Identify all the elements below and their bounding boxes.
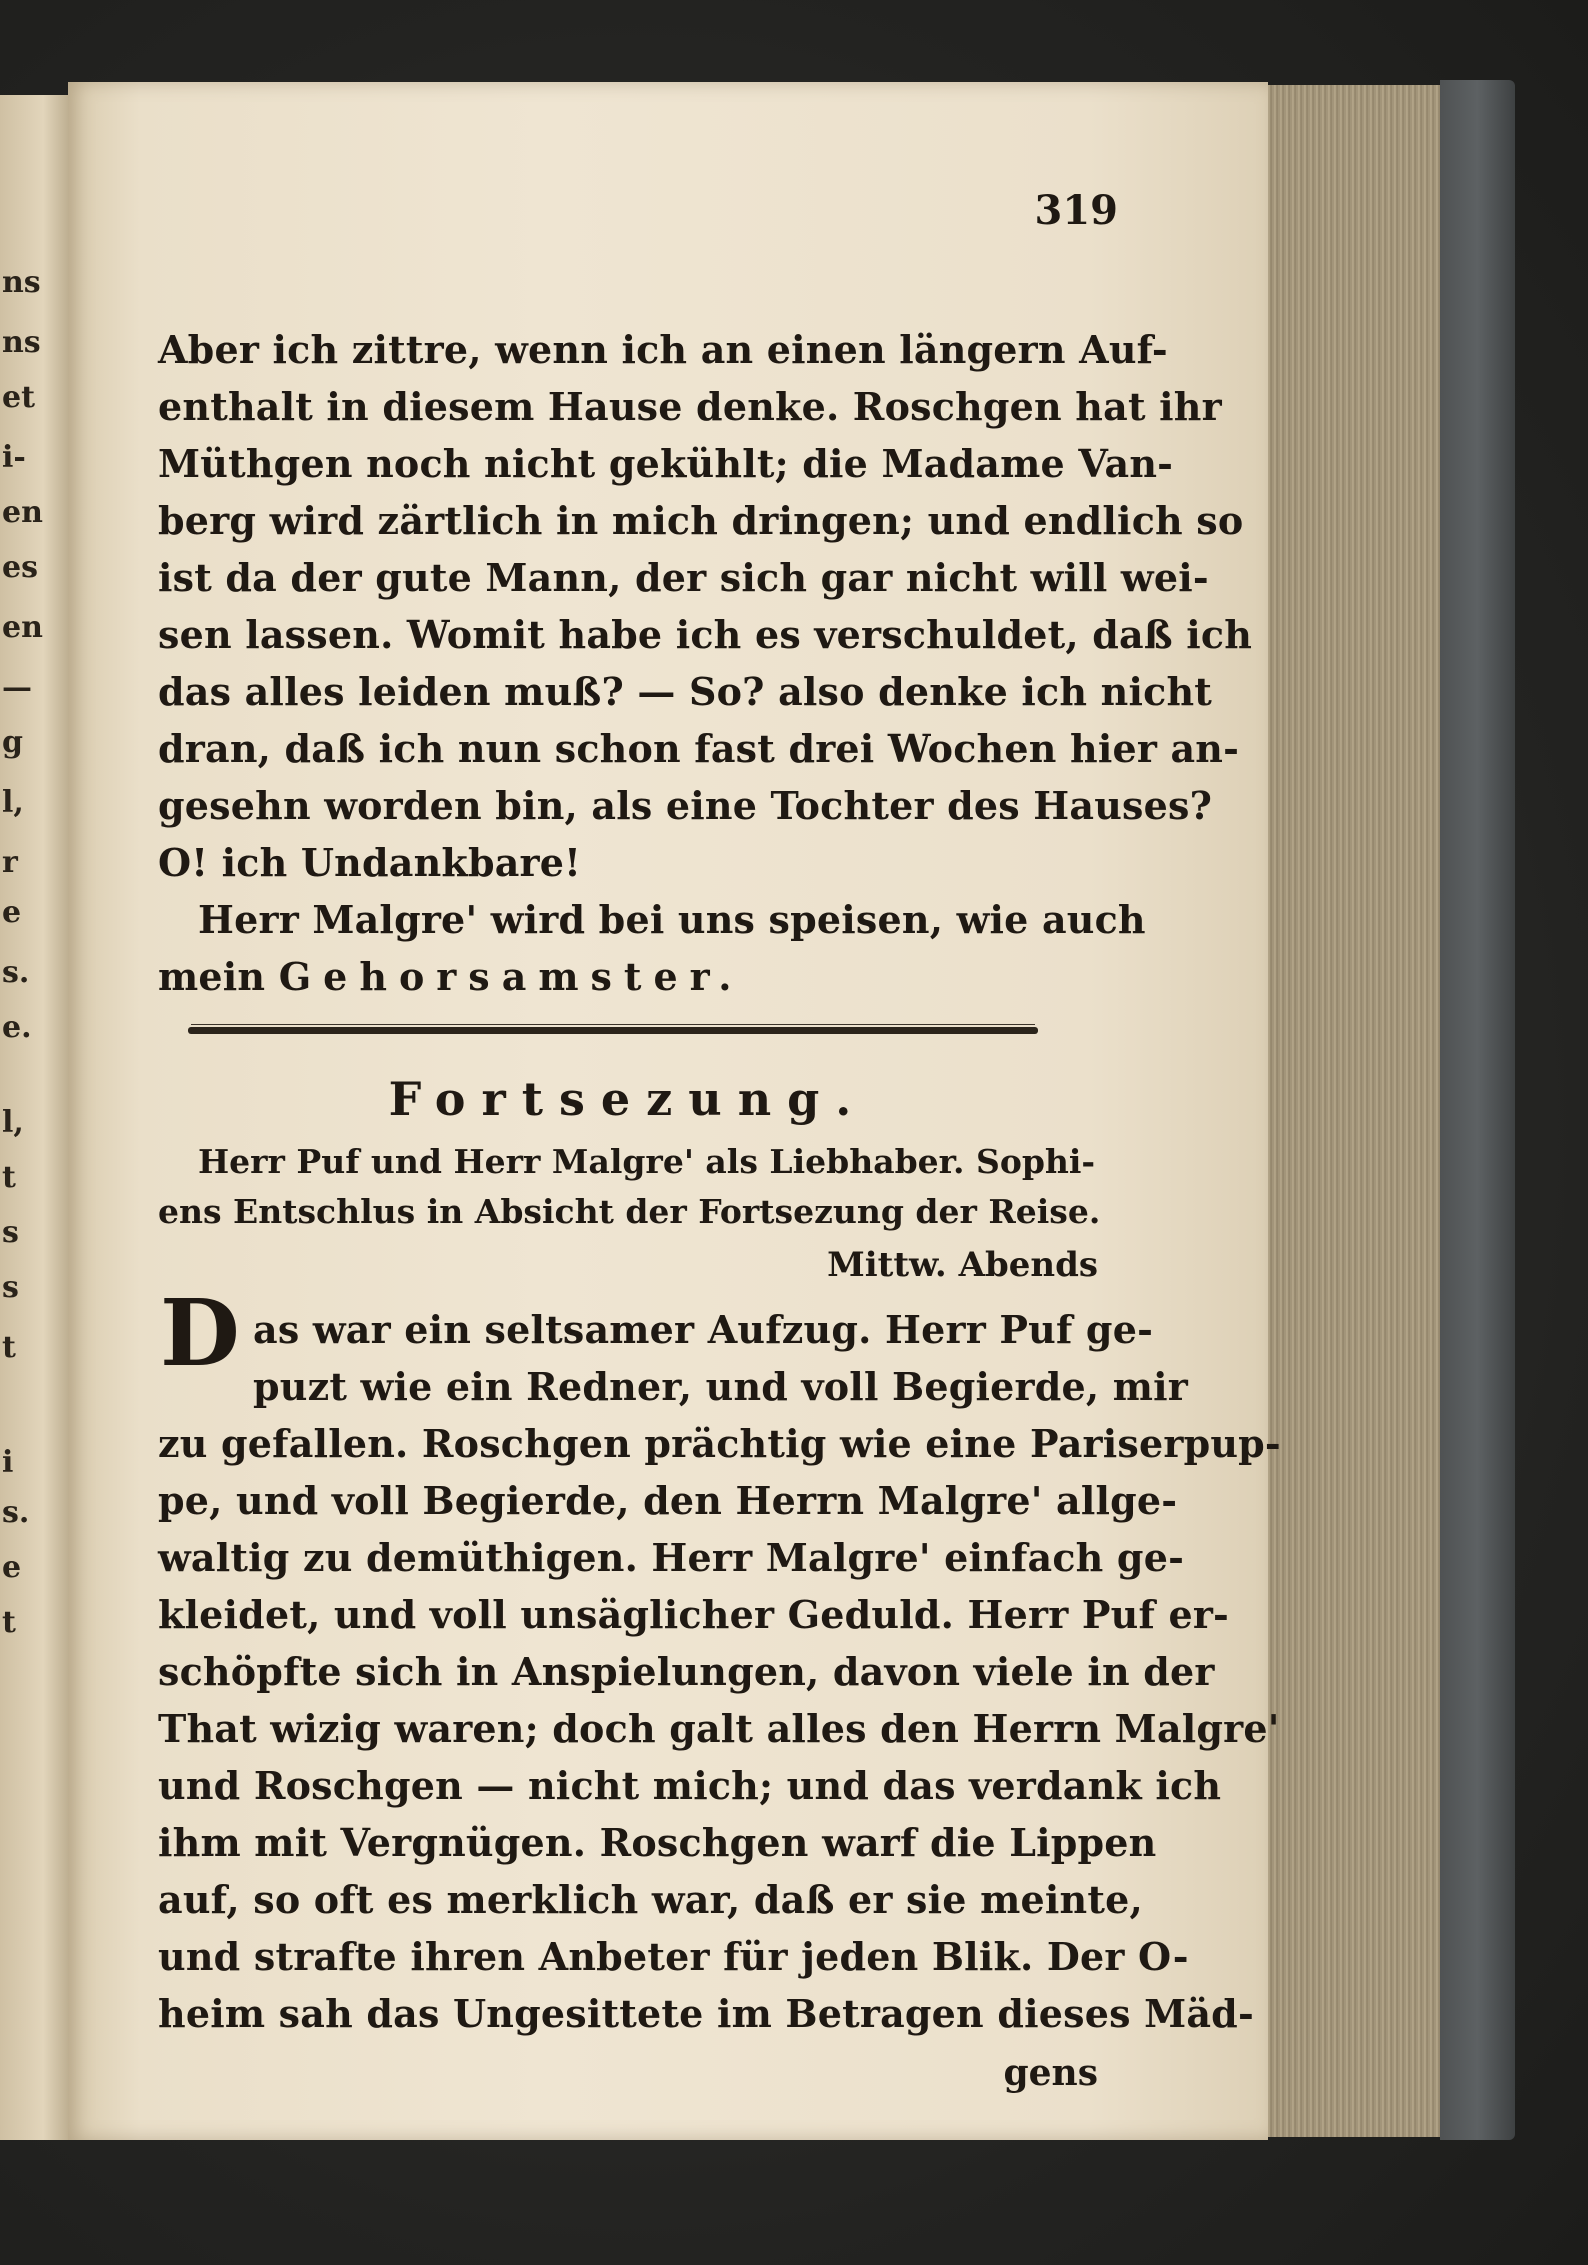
text-line: enthalt in diesem Hause denke. Roschgen hat ihr	[158, 384, 1222, 429]
text-line: und Roschgen — nicht mich; und das verdank ich	[158, 1763, 1222, 1808]
left-page-fragment: l,	[2, 1105, 24, 1140]
left-page-fragment: es	[2, 550, 38, 585]
text-line: zu gefallen. Roschgen prächtig wie eine Pariserpup-	[158, 1421, 1281, 1466]
book-cover	[1440, 80, 1515, 2140]
left-page-fragment: en	[2, 495, 43, 530]
text-line: und strafte ihren Anbeter für jeden Blik. Der O-	[158, 1934, 1189, 1979]
catchword: gens	[1003, 2052, 1098, 2094]
left-page-fragment: en	[2, 610, 43, 645]
text-line: auf, so oft es merklich war, daß er sie meinte,	[158, 1877, 1143, 1922]
text-line: Müthgen noch nicht gekühlt; die Madame Van-	[158, 441, 1174, 486]
left-page-fragment: g	[2, 725, 23, 760]
text-line: puzt wie ein Redner, und voll Begierde, mir	[253, 1364, 1188, 1409]
text-line: gesehn worden bin, als eine Tochter des Hauses?	[158, 783, 1213, 828]
left-page-fragment: t	[2, 1330, 16, 1365]
left-page-fragment: ns	[2, 325, 41, 360]
left-page-fragment: r	[2, 845, 18, 880]
right-page	[68, 82, 1281, 2140]
left-page-fragment: —	[2, 670, 32, 705]
text-line-with-emphasis	[158, 954, 743, 999]
text-line: ihm mit Vergnügen. Roschgen warf die Lippen	[158, 1820, 1157, 1865]
section-divider-rule	[188, 1027, 1038, 1034]
drop-cap: D	[160, 1279, 240, 1387]
text-line: That wizig waren; doch galt alles den Herrn Malgre'	[158, 1706, 1280, 1751]
left-page-fragment: l,	[2, 785, 24, 820]
section-subheading-line: Herr Puf und Herr Malgre' als Liebhaber. Sophi-	[198, 1142, 1096, 1181]
left-facing-page	[0, 95, 75, 2140]
left-page-fragment: t	[2, 1160, 16, 1195]
left-page-fragment: e.	[2, 1010, 32, 1045]
left-page-fragment: i-	[2, 440, 26, 475]
left-page-fragment: i	[2, 1445, 14, 1480]
text-line: Aber ich zittre, wenn ich an einen längern Auf-	[158, 327, 1168, 372]
text-line: kleidet, und voll unsäglicher Geduld. Herr Puf er-	[158, 1592, 1230, 1637]
text-word: mein	[158, 954, 266, 999]
text-line: dran, daß ich nun schon fast drei Wochen hier an-	[158, 726, 1240, 771]
text-line: berg wird zärtlich in mich dringen; und endlich so	[158, 498, 1244, 543]
text-line: das alles leiden muß? — So? also denke ich nicht	[158, 669, 1213, 714]
text-line: Herr Malgre' wird bei uns speisen, wie auch	[198, 897, 1146, 942]
text-line: ist da der gute Mann, der sich gar nicht will wei-	[158, 555, 1209, 600]
text-line: schöpfte sich in Anspielungen, davon viele in der	[158, 1649, 1215, 1694]
left-page-fragment: et	[2, 380, 35, 415]
left-page-fragment: ns	[2, 265, 41, 300]
section-heading: Fortsezung.	[388, 1072, 868, 1126]
text-line: sen lassen. Womit habe ich es verschuldet, daß ich	[158, 612, 1253, 657]
left-page-fragment: e	[2, 895, 22, 930]
left-page-fragment: s.	[2, 955, 30, 990]
section-subheading-line: ens Entschlus in Absicht der Fortsezung der Reise.	[158, 1192, 1101, 1231]
text-line: heim sah das Ungesittete im Betragen dieses Mäd-	[158, 1991, 1254, 2036]
left-page-fragment: s.	[2, 1495, 30, 1530]
left-page-fragment: e	[2, 1550, 22, 1585]
text-line: O! ich Undankbare!	[158, 840, 582, 885]
text-line: as war ein seltsamer Aufzug. Herr Puf ge-	[253, 1307, 1154, 1352]
page-number: 319	[1034, 187, 1118, 234]
text-line: waltig zu demüthigen. Herr Malgre' einfach ge-	[158, 1535, 1185, 1580]
dateline: Mittw. Abends	[827, 1245, 1098, 1285]
left-page-fragment: t	[2, 1605, 16, 1640]
emphasized-word: Gehorsamster.	[278, 954, 744, 999]
left-page-fragment: s	[2, 1215, 19, 1250]
left-page-fragment: s	[2, 1270, 19, 1305]
text-line: pe, und voll Begierde, den Herrn Malgre' allge-	[158, 1478, 1178, 1523]
